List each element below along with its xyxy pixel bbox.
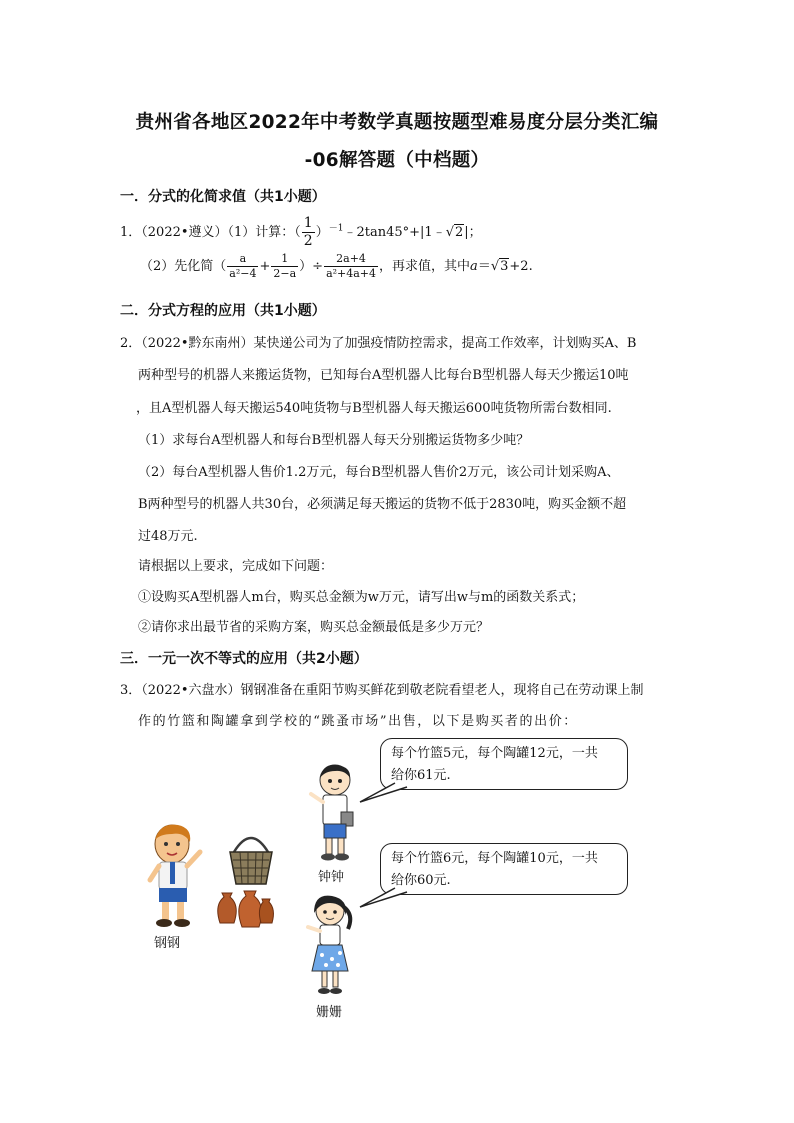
sqrt-3: 3 bbox=[500, 259, 509, 274]
q1-lead: 1．（2022•遵义）（1）计算：（ bbox=[120, 225, 301, 240]
fraction-1: $\frac{a}{\text{a²−4}}$ bbox=[229, 252, 257, 280]
speech-bubble-shan: 每个竹篮6元，每个陶罐10元，一共 给你60元. bbox=[380, 843, 628, 895]
q2-line-7: 过48万元. bbox=[138, 529, 198, 544]
bubble-tail-1 bbox=[355, 775, 415, 805]
boy-zhong-illustration bbox=[305, 762, 360, 864]
fraction-2: $\frac{1}{2-a}$ bbox=[273, 252, 297, 280]
q2-line-1: 2．（2022•黔东南州）某快递公司为了加强疫情防控需求，提高工作效率，计划购买A、B bbox=[120, 336, 637, 351]
q2-line-10: ②请你求出最节省的采购方案，购买总金额最低是多少万元？ bbox=[138, 620, 490, 635]
section-heading-3: 三．一元一次不等式的应用（共2小题） bbox=[120, 651, 368, 667]
section-heading-2: 二．分式方程的应用（共1小题） bbox=[120, 303, 326, 319]
q2-line-3: ，且A型机器人每天搬运540吨货物与B型机器人每天搬运600吨货物所需台数相同. bbox=[136, 401, 612, 416]
page-title-line2: -06解答题（中档题） bbox=[304, 150, 490, 171]
pottery-jars-icon bbox=[214, 885, 280, 930]
boy-gang-illustration bbox=[140, 822, 210, 930]
q1-part1: 1．（2022•遵义）（1）计算：（ $\frac{1}{2}$ ）$^{-1}$﹣2tan45°+|1﹣√2|； bbox=[120, 215, 482, 249]
q2-line-4: （1）求每台A型机器人和每台B型机器人每天分别搬运货物多少吨？ bbox=[138, 433, 530, 448]
fraction-3: $\frac{2a+4}{\text{a²+4a+4}}$ bbox=[326, 252, 377, 280]
section-heading-1: 一．分式的化简求值（共1小题） bbox=[120, 189, 326, 205]
sqrt-2: 2 bbox=[454, 225, 464, 240]
q1-part2: （2）先化简（ $\frac{a}{\text{a²−4}}$ + $\frac{1}{2-a}$ ）÷ $\frac{2a+4}{\text{a²+4a+4}}$ ，再求值，其中a＝√3+2. bbox=[140, 252, 533, 280]
q2-line-9: ①设购买A型机器人m台，购买总金额为w万元，请写出w与m的函数关系式； bbox=[138, 590, 585, 605]
q3-line-2: 作的竹篮和陶罐拿到学校的“跳蚤市场”出售，以下是购买者的出价： bbox=[138, 714, 578, 729]
q2-line-2: 两种型号的机器人来搬运货物，已知每台A型机器人比每台B型机器人每天少搬运10吨 bbox=[138, 368, 629, 383]
girl-shan-illustration bbox=[300, 893, 355, 999]
q2-line-5: （2）每台A型机器人售价1.2万元，每台B型机器人售价2万元，该公司计划采购A、 bbox=[138, 465, 620, 480]
label-shan: 姗姗 bbox=[316, 1005, 343, 1020]
speech-bubble-zhong: 每个竹篮5元，每个陶罐12元，一共 给你61元. bbox=[380, 738, 628, 790]
label-gang: 钢钢 bbox=[154, 936, 181, 951]
fraction-half: $\frac{1}{2}$ bbox=[303, 215, 313, 249]
q2-line-6: B两种型号的机器人共30台，必须满足每天搬运的货物不低于2830吨，购买金额不超 bbox=[138, 497, 627, 512]
label-zhong: 钟钟 bbox=[318, 870, 345, 885]
bamboo-basket-icon bbox=[226, 830, 276, 888]
page-title-line1: 贵州省各地区2022年中考数学真题按题型难易度分层分类汇编 bbox=[135, 112, 659, 133]
q3-line-1: 3．（2022•六盘水）钢钢准备在重阳节购买鲜花到敬老院看望老人，现将自己在劳动课上制 bbox=[120, 683, 644, 698]
q2-line-8: 请根据以上要求，完成如下问题： bbox=[138, 559, 334, 574]
bubble-tail-2 bbox=[355, 880, 415, 910]
